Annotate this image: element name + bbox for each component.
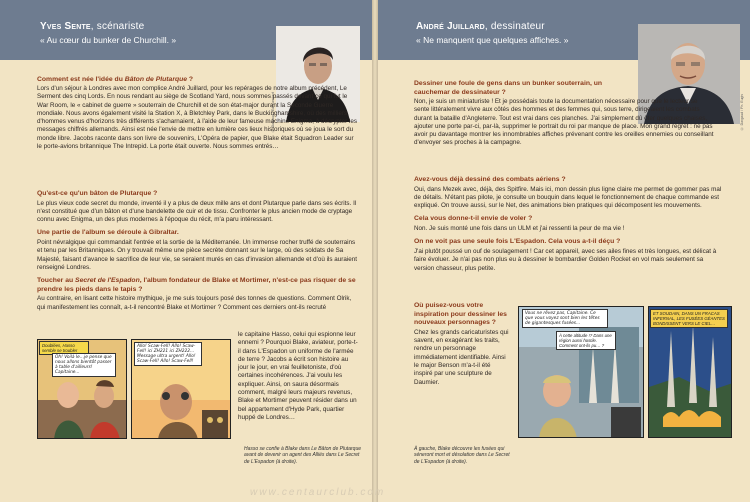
section-body: Non. Je suis monté une fois dans un ULM et j'ai ressenti la peur de ma vie ! (414, 225, 625, 233)
section-body: Au contraire, en lisant cette histoire mythique, je me suis toujours posé des tonnes de questions. Comment Olrik, qui manifestement les connaît, a-t-il rencontré Blake et Mortimer ? Comment ces derniers ont-ils recruté (37, 295, 352, 311)
left-page (0, 0, 372, 502)
right-section-5 (414, 302, 510, 392)
section-heading: On ne voit pas une seule fois L'Espadon. Cela vous a-t-il déçu ? (414, 238, 621, 246)
thought-bubble: À cette altitude !? Dans une région aussi hostile. Comment ont-ils pu… ? (556, 331, 616, 350)
left-photo-credit: © Dargaud / Ed. Lambert (271, 92, 275, 133)
left-section-2 (37, 190, 360, 317)
left-continuation: le capitaine Hasso, celui qui espionne leur ennemi ? Pourquoi Blake, aviateur, porte-t-il dans L'Espadon un uniforme de l'armée de terre ? Jacobs a écrit son histoire au jour le jour, en vrai feuilletoniste, d'où certaines incohérences. J'ai voulu les expliquer. Ainsi, on saura désormais comment, malgré leurs majeurs revenus, Blake et Mortimer peuvent résider dans un bel appartement d'Hyde Park, quartier huppé de Londres… (238, 331, 358, 421)
watermark: www.centaurclub.com (250, 487, 386, 498)
section-heading: Qu'est-ce qu'un bâton de Plutarque ? (37, 190, 158, 197)
section-heading: Cela vous donne-t-il envie de voler ? (414, 215, 533, 223)
left-quote: « Au cœur du bunker de Churchill. » (40, 35, 177, 45)
panel-caption-box: Doublées, Hasso semble se troubler (39, 341, 89, 355)
speech-bubble: Allo! Scaw-Fell! Allo! Scaw-Fell! ici ZH221 ici ZH222… Message ultra urgent! Allo! Scaw-Fell! Allo! Scaw-Fell! (134, 342, 202, 366)
section-heading: Une partie de l'album se déroule à Gibraltar. (37, 229, 179, 237)
section-heading: Comment est née l'idée du Bâton de Plutarque ? (37, 76, 194, 83)
section-heading: Où puisez-vous votre inspiration pour dessiner les nouveaux personnages ? (414, 302, 507, 327)
section-heading: Avez-vous déjà dessiné des combats aériens ? (414, 176, 566, 183)
left-image-caption: Hasso se confie à Blake dans Le Bâton de Plutarque avant de devenir un agent des Alliés dans Le Secret de L'Espadon (à droite). (244, 446, 362, 465)
left-author: Yves Sente, scénariste (40, 21, 145, 32)
section-body: Oui, dans Mezek avec, déjà, des Spitfire. Mais ici, mon dessin plus ligne claire me permet de gommer pas mal de détails. N'étant pas pilote, je consulte un bouquin dans lequel le fonctionnement de chaque commande est expliqué. On trouve aussi, sur le Net, des animations bien pratiques qui décomposent les mouvements. (414, 185, 722, 210)
right-author: André Juillard, dessinateur (416, 21, 545, 32)
right-quote: « Ne manquent que quelques affiches. » (416, 35, 569, 45)
speech-bubble: Vous ne rêvez pas, Capitaine. Ce que vous voyez sont bien les têtes de gigantesques fusées… (522, 309, 608, 328)
section-body: Le plus vieux code secret du monde, inventé il y a plus de deux mille ans et dont Plutarque parle dans ses écrits. Il n'est constitué que d'un bâton et d'une bandelette de cuir et de tissu. Confronter le plus ancien mode de cryptage connu avec Enigma, un des plus modernes à l'époque du récit, m'a paru intéressant. (37, 199, 357, 224)
section-body: Point névralgique qui commandait l'entrée et la sortie de la Méditerranée. Un immense rocher truffé de souterrains et tenu par les Britanniques. On y trouvait même une pièce secrète donnant sur le large, où des soldats de Sa Majesté, faisant d'avance le sacrifice de leur vie, se seraient murés en cas d'invasion allemande et d'où ils auraient renseigné Londres. (37, 239, 358, 271)
right-photo-credit: © Dargaud / Ph. Eugis (740, 94, 744, 131)
right-image-caption: À gauche, Blake découvre les fusées qui séneront mort et désolation dans Le Secret de L'Espadon (à droite). (414, 446, 510, 465)
right-section-1-body: Non, je suis un miniaturiste ! Et je possédais toute la documentation nécessaire pour que le lecteur se sente littéralement vivre aux côtés des hommes et des femmes qui, sous terre, dirigeaient les combats durant la bataille d'Angleterre. Tout est vrai dans ces planches. J'ai simplement dû ôter quelques chaises, ajouter une porte par-ci, par-là, supprimer le portrait du roi par manque de place. Mon grand regret : ne pas avoir pu davantage montrer les innombrables affiches prévenant contre les oreilles ennemies ou conseillant d'envoyer ses proches à la campagne. (414, 98, 714, 147)
panel-caption-box: ET SOUDAIN, DANS UN FRACAS INFERNAL, LES FUSÉES GÉANTES BONDISSENT VERS LE CIEL… (650, 309, 728, 328)
right-section-1-heading: Dessiner une foule de gens dans un bunker souterrain, un cauchemar de dessinateur ? (414, 80, 603, 96)
section-heading: Toucher au Secret de l'Espadon, l'album fondateur de Blake et Mortimer, n'est-ce pas risquer de se prendre les pieds dans le tapis ? (37, 277, 356, 293)
section-body: J'ai plutôt poussé un ouf de soulagement ! Car cet appareil, avec ses ailes fines et très longues, est délicat à faire évoluer. Je n'ai pas non plus eu à dessiner le bombardier Golden Rocket en vol mais seulement sa version chasseur, plus petite. (414, 247, 717, 272)
right-page (378, 0, 750, 502)
left-section-1-body-a: Lors d'un séjour à Londres avec mon complice André Juillard, pour les repérages de notre album précédent, Le Serment des cinq Lords. En nous rendant au siège de Scotland Yard, nous sommes passés devant ce qui fut le War Room, le « cabinet de guerre » souterrain de Churchill et de son état-major durant la Seconde Guerre mondiale. Nous avons également visité la Station X, à Bletchley Park, dans le Buckinghamshire, où des milliers d'hommes venus d'horizons très différents s'acharnaient, à l'aide de leur fameuse machine Enigma, à décrypter les messages chiffrés allemands. Ainsi est née l'envie de mettre en lumière ces lieux historiques où se joua le sort du monde libre. Jacobs raconte dans son livre de souvenirs, L'Opéra de papier, que Blake était Squadron Leader sur le porte-avions britannique The Intrepid. La porte était ouverte. Nous sommes entrés… (37, 85, 358, 151)
right-sections (414, 176, 724, 278)
speech-bubble: Oh! Voilà le…je pense que nous allons bientôt passer à table d'ailleurs! Capitaine… (52, 353, 116, 377)
section-body: Chez les grands caricaturistes qui savent, en exagérant les traits, rendre un personnage immédiatement identifiable. Ainsi le major Benson m'a-t-il été inspiré par une sculpture de Daumier. (414, 328, 509, 386)
